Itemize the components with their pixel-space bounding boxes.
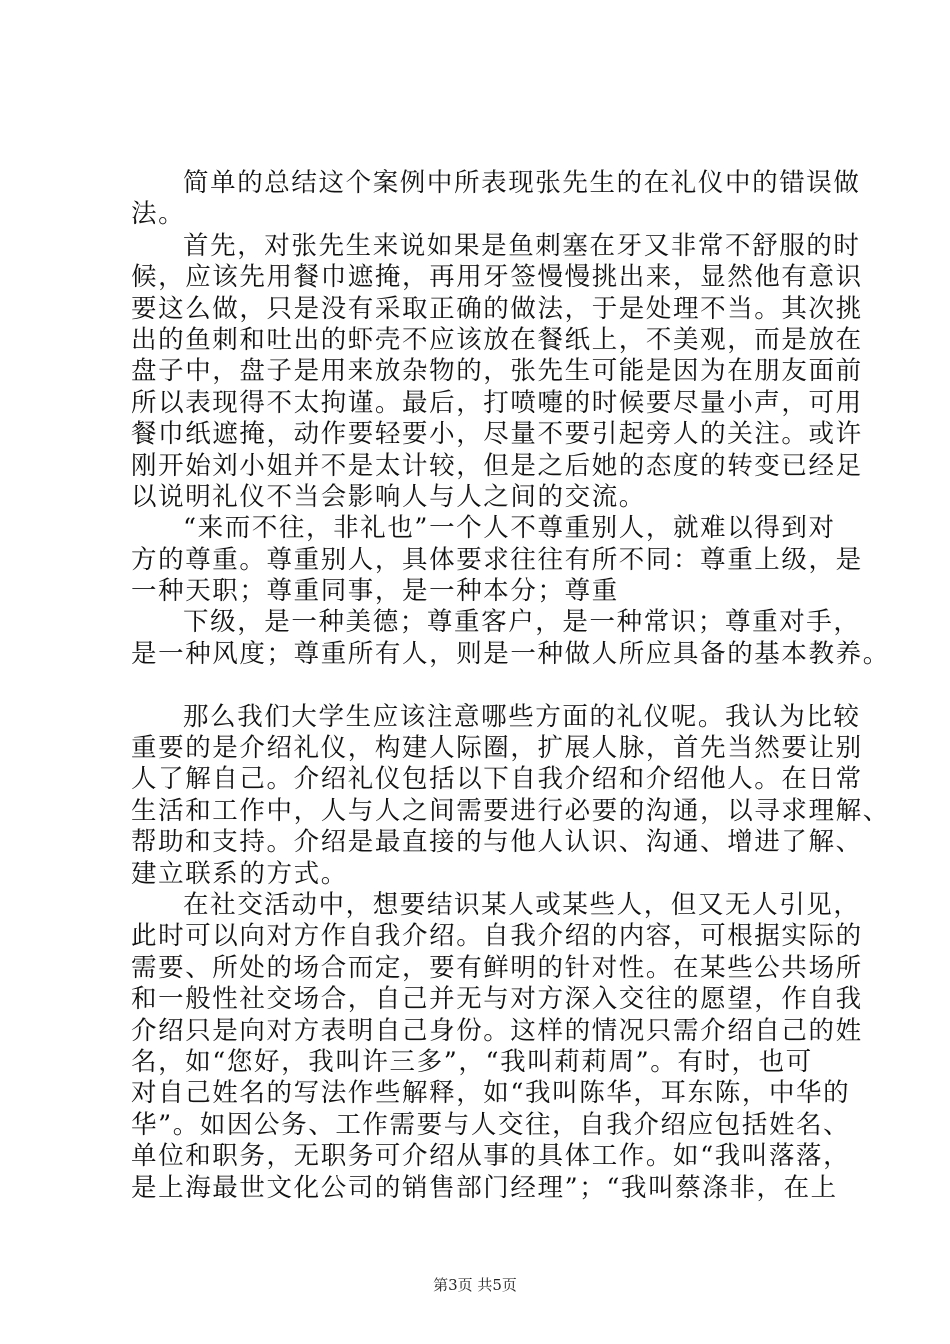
text-line: 候，应该先用餐巾遮掩，再用牙签慢慢挑出来，显然他有意识	[131, 262, 863, 293]
text-line: 那么我们大学生应该注意哪些方面的礼仪呢。我认为比较	[183, 701, 861, 732]
text-line: 一种天职；尊重同事，是一种本分；尊重	[131, 576, 619, 607]
text-line: 简单的总结这个案例中所表现张先生的在礼仪中的错误做	[183, 168, 861, 198]
text-line: 要这么做，只是没有采取正确的做法，于是处理不当。其次挑	[131, 293, 863, 324]
text-line: 单位和职务，无职务可介绍从事的具体工作。如“我叫落落，	[131, 1141, 851, 1172]
text-line: 以说明礼仪不当会影响人与人之间的交流。	[131, 481, 646, 512]
text-line: 所以表现得不太拘谨。最后，打喷嚏的时候要尽量小声，可用	[131, 387, 863, 418]
paragraph-gap	[131, 670, 826, 701]
text-line: 首先，对张先生来说如果是鱼刺塞在牙又非常不舒服的时	[183, 230, 861, 261]
text-line: 餐巾纸遮掩，动作要轻要小，尽量不要引起旁人的关注。或许	[131, 419, 863, 450]
text-line: 对自己姓名的写法作些解释，如“我叫陈华，耳东陈，中华的	[131, 1078, 851, 1109]
text-line: 是一种风度；尊重所有人，则是一种做人所应具备的基本教养。	[131, 638, 890, 669]
text-line: 人了解自己。介绍礼仪包括以下自我介绍和介绍他人。在日常	[131, 764, 863, 795]
text-line: 和一般性社交场合，自己并无与对方深入交往的愿望，作自我	[131, 984, 863, 1015]
text-line: 刚开始刘小姐并不是太计较，但是之后她的态度的转变已经足	[131, 450, 863, 481]
text-line: 出的鱼刺和吐出的虾壳不应该放在餐纸上，不美观，而是放在	[131, 324, 863, 355]
document-body	[131, 168, 890, 1204]
text-line: 重要的是介绍礼仪，构建人际圈，扩展人脉，首先当然要让别	[131, 733, 863, 764]
text-line: 帮助和支持。介绍是最直接的与他人认识、沟通、增进了解、	[131, 827, 863, 858]
text-line: 法。	[131, 199, 186, 230]
text-line: 盘子中，盘子是用来放杂物的，张先生可能是因为在朋友面前	[131, 356, 863, 387]
text-line: “来而不往，非礼也”一个人不尊重别人，就难以得到对	[183, 513, 836, 544]
text-line: 介绍只是向对方表明自己身份。这样的情况只需介绍自己的姓	[131, 1015, 863, 1046]
text-line: 建立联系的方式。	[131, 858, 348, 889]
text-line: 在社交活动中，想要结识某人或某些人，但又无人引见，	[183, 889, 861, 920]
text-line: 名，如“您好，我叫许三多”，“我叫莉莉周”。有时，也可	[131, 1046, 813, 1077]
text-line: 是上海最世文化公司的销售部门经理”；“我叫蔡涤非，在上	[131, 1172, 838, 1203]
text-line: 此时可以向对方作自我介绍。自我介绍的内容，可根据实际的	[131, 921, 863, 952]
text-line: 华”。如因公务、工作需要与人交往，自我介绍应包括姓名、	[131, 1109, 851, 1140]
text-line: 生活和工作中，人与人之间需要进行必要的沟通，以寻求理解、	[131, 795, 890, 826]
text-line: 需要、所处的场合而定，要有鲜明的针对性。在某些公共场所	[131, 952, 863, 983]
text-line: 下级，是一种美德；尊重客户，是一种常识；尊重对手，	[183, 607, 861, 638]
page-number-footer: 第3页 共5页	[433, 1276, 517, 1294]
text-line: 方的尊重。尊重别人，具体要求往往有所不同：尊重上级，是	[131, 544, 863, 575]
